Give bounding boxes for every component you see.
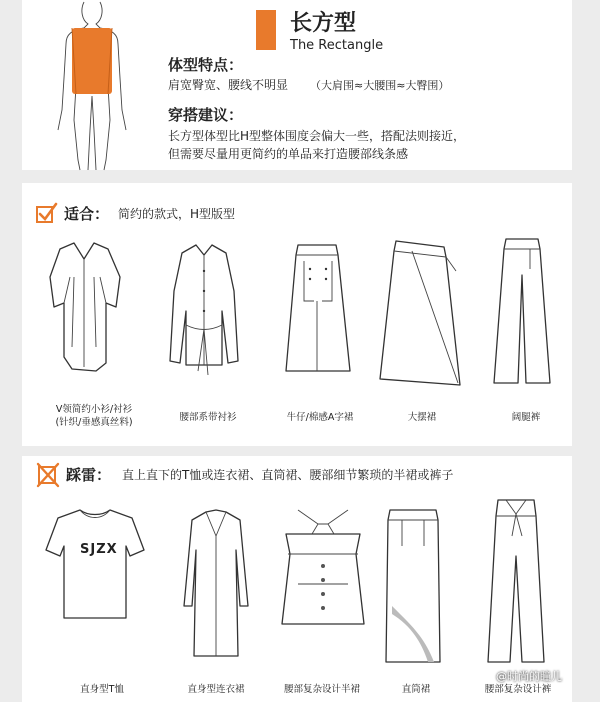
body-type-subtitle: The Rectangle — [290, 38, 384, 53]
checkbox-check-icon — [36, 203, 58, 225]
complex-waist-pants-illustration — [482, 496, 552, 666]
avoid-card — [22, 456, 572, 702]
suitable-caption-4: 大摆裙 — [407, 412, 437, 423]
body-type-title: 长方型 — [290, 11, 357, 36]
ruffled-skirt-illustration — [268, 504, 378, 654]
avoid-caption-5: 腰部复杂设计裤 — [484, 684, 552, 695]
v-neck-blouse-illustration — [44, 237, 134, 377]
suitable-caption-5: 阔腿裤 — [511, 412, 541, 423]
avoid-caption-4: 直筒裙 — [401, 684, 431, 695]
features-note: （大肩围≈大腰围≈大臀围） — [310, 79, 450, 92]
avoid-caption-1: 直身型T恤 — [80, 684, 124, 695]
straight-skirt-illustration — [380, 506, 450, 666]
suitable-caption-2: 腰部系带衬衫 — [179, 412, 237, 423]
suitable-card — [22, 183, 572, 446]
accent-square — [256, 10, 276, 50]
straight-tshirt-illustration — [50, 506, 146, 626]
suitable-caption-1b: (针织/垂感真丝料) — [55, 417, 133, 428]
advice-line-2: 但需要尽量用更简约的单品来打造腰部线条感 — [168, 147, 409, 161]
body-shape-highlight — [72, 28, 112, 94]
suitable-description: 简约的款式，H型版型 — [118, 207, 236, 221]
avoid-caption-2: 直身型连衣裙 — [187, 684, 245, 695]
features-heading: 体型特点： — [168, 56, 244, 74]
avoid-caption-3: 腰部复杂设计半裙 — [283, 684, 360, 695]
watermark: @时尚的瞳儿 — [496, 670, 562, 683]
body-type-card — [22, 0, 572, 170]
waist-tie-shirt-illustration — [164, 241, 254, 391]
avoid-label: 踩雷： — [66, 466, 112, 484]
advice-line-1: 长方型体型比H型整体围度会偏大一些，搭配法则接近， — [168, 129, 466, 143]
avoid-description: 直上直下的T恤或连衣裙、直筒裙、腰部细节繁琐的半裙或裤子 — [122, 468, 454, 482]
wrap-skirt-illustration — [372, 237, 472, 387]
wide-leg-pants-illustration — [490, 235, 560, 385]
suitable-caption-3: 牛仔/棉感A字裙 — [286, 412, 354, 423]
suitable-caption-1a: V领简约小衫/衬衫 — [55, 404, 133, 415]
suitable-label: 适合： — [64, 205, 110, 223]
tshirt-print: SJZX — [80, 542, 118, 557]
advice-heading: 穿搭建议： — [168, 106, 244, 124]
checkbox-cross-icon — [38, 464, 60, 486]
body-figure-illustration — [32, 0, 152, 170]
straight-dress-illustration — [172, 506, 262, 666]
features-text: 肩宽臀宽、腰线不明显 — [168, 78, 289, 92]
a-line-skirt-illustration — [280, 241, 360, 381]
